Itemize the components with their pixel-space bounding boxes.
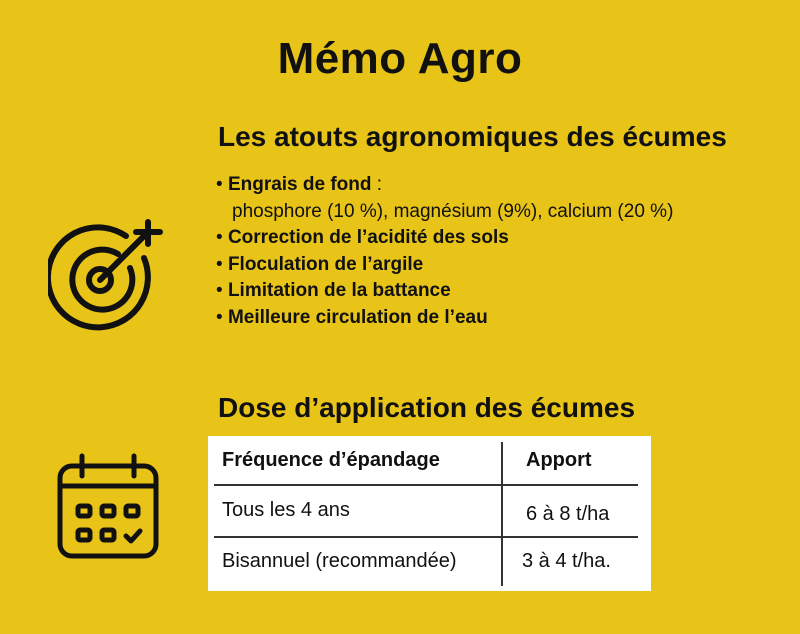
item-label: Correction de l’acidité des sols [227, 227, 509, 248]
target-arrow-icon [48, 218, 166, 336]
list-item: • Floculation de l’argile [216, 253, 424, 275]
calendar-check-icon [52, 450, 164, 562]
table-divider [214, 536, 638, 538]
table-column-divider [501, 442, 503, 586]
item-label: Limitation de la battance [227, 280, 451, 301]
item-label: Engrais de fond [227, 174, 372, 195]
item-label: Meilleure circulation de l’eau [227, 306, 488, 328]
item-label: Floculation de l’argile [227, 253, 424, 275]
atouts-heading: Les atouts agronomiques des écumes [218, 121, 727, 152]
list-item: • Correction de l’acidité des sols [216, 227, 509, 248]
table-cell: Bisannuel (recommandée) [222, 550, 457, 572]
table-header-apport: Apport [526, 449, 592, 471]
table-cell: Tous les 4 ans [222, 499, 350, 521]
table-cell: 6 à 8 t/ha [526, 503, 610, 525]
page-title: Mémo Agro [277, 34, 523, 83]
list-item: • Engrais de fond : phosphore (10 %), magnésium (9%), calcium (20 %) [216, 172, 673, 225]
table-divider [214, 484, 638, 486]
item-detail: phosphore (10 %), magnésium (9%), calcium (20 %) [232, 200, 674, 222]
atouts-list [216, 172, 673, 331]
item-suffix: : [371, 174, 383, 195]
table-cell: 3 à 4 t/ha. [522, 550, 611, 572]
dose-heading: Dose d’application des écumes [218, 392, 636, 423]
table-header-frequence: Fréquence d’épandage [222, 449, 440, 471]
list-item: • Limitation de la battance [216, 280, 451, 301]
list-item: • Meilleure circulation de l’eau [216, 306, 488, 328]
